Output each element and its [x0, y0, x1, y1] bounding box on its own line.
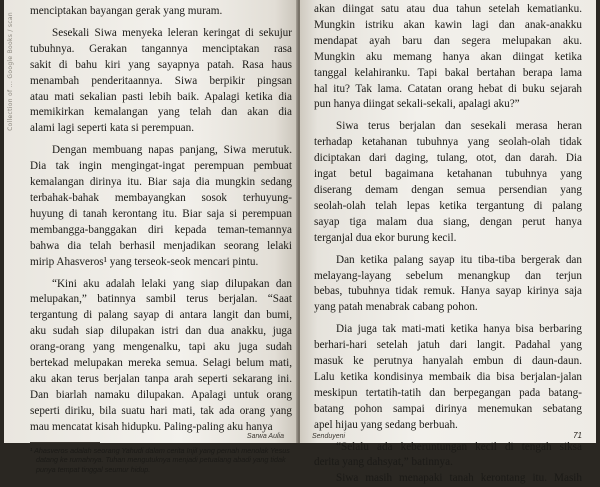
text-line: diciptakan dari daging, tulang, otot, dan darah. Dia — [314, 152, 582, 165]
text-line: terbahak-bahak membayangkan sosok terhuyung- — [30, 191, 292, 204]
text-line: pun hanya diingat sekali-sekali, apalagi aku?” — [314, 98, 520, 111]
page-footer-author: Sarwa Aulia — [246, 433, 284, 440]
text-line: menciptakan bayangan gerak yang muram. — [30, 5, 223, 17]
text-line: yang patah menabrak cabang pohon. — [314, 301, 478, 314]
text-line: batang pohon sampai dirinya menemukan sebatang — [314, 402, 582, 415]
text-line: Sesekali Siwa menyeka leleran keringat di sekujur — [52, 26, 292, 39]
text-line: atau mati sekalian pasti lebih baik. Apalagi ketika dia — [30, 90, 292, 103]
text-line: diserang demam dengan semua persendian yang — [314, 183, 582, 196]
text-line: apel hijau yang sedang berbuah. — [314, 418, 458, 431]
text-line: tergantung di palang sayap di antara langit dan bumi, — [30, 309, 292, 322]
text-line: hal itu? Tak lama. Catatan orang hebat di buku sejarah — [314, 82, 582, 95]
text-line: mirip Ahasveros¹ yang terseok-seok mencari pintu. — [30, 255, 259, 268]
text-line: aku akan terus berjalan tanpa arah seperti sekarang ini. — [30, 372, 292, 385]
text-line: terhadap ketahanan tubuhnya yang seolah-olah tidak — [314, 136, 582, 149]
text-line: huyung di tanah kerontang itu. Biar saja si perempuan — [30, 207, 292, 220]
text-line: Siwa masih menapaki tanah kerontang itu. Masih — [336, 472, 582, 485]
text-line: bertekad melupakan mereka semua. Selagi belum mati, — [30, 357, 292, 370]
text-line: kemalangan dirinya itu. Biar saja dia mungkin sedang — [30, 176, 292, 189]
text-line: Dia juga tak mati-mati ketika hanya bisa berbaring — [336, 323, 582, 336]
text-line: terganjal dua ekor burung kecil. — [314, 231, 457, 244]
text-line: Lalu ketika kondisinya membaik dia bisa berjalan-jalan — [314, 370, 582, 383]
text-line: orang-orang yang mengenalku, tapi aku juga sudah — [30, 341, 292, 354]
text-line: derita yang dahsyat,” batinnya. — [314, 456, 453, 469]
text-line: alami lagi seperti kata si perempuan. — [30, 122, 195, 135]
text-line: Dengan membuang napas panjang, Siwa merutuk. — [52, 144, 292, 157]
text-line: sayap tiga malam dua siang, dengan perut hanya — [314, 215, 582, 228]
text-line: Mungkin aku memang hanya akan diingat ketika — [314, 50, 582, 63]
text-line: membangga-banggakan diri kepada teman-temannya — [30, 223, 292, 236]
text-line: seperti diriku, bila suatu hari mati, tak ada orang yang — [30, 404, 292, 417]
text-line: tubuhnya. Gerakan tangannya menciptakan rasa — [30, 42, 292, 55]
text-line: “Kini aku adalah lelaki yang siap dilupakan dan — [52, 277, 292, 290]
page-number: 71 — [573, 431, 582, 440]
left-page — [4, 0, 298, 474]
text-line: Dan ketika palang sayap itu tiba-tiba bergerak dan — [336, 253, 582, 266]
footnote-line: punya tempat tinggal seumur hidup. — [36, 464, 151, 474]
footnote-line: datang ke rumahnya. Tuhan mengutuknya menjadi petualang abadi yang tidak — [36, 455, 286, 465]
text-line: meskipun tertatih-tatih dan berpegangan pada batang- — [314, 386, 582, 399]
text-line: seolah-olah telah lepas ketika tergantung di palang — [314, 199, 582, 212]
text-line: melayang-layang sebelum menangkup dan terjun — [314, 269, 582, 282]
text-line: masuk ke perutnya hanyalah embun di daun-daun. — [314, 355, 582, 368]
text-line: bebas, tubuhnya tidak remuk. Hanya sayap kirinya saja — [314, 285, 582, 298]
text-line: Dia tak ingin mengingat-ingat perempuan pembuat — [30, 160, 292, 173]
text-line: aku sudah siap dilupakan istri dan dua anakku, juga — [30, 325, 292, 338]
page-footer-title: Senduyeni — [312, 433, 346, 440]
text-line: “Selalu ada keberuntungan kecil di tengah siksa — [336, 440, 582, 453]
text-line: tanggal kelahiranku. Tapi bakal bertahan berapa lama — [314, 66, 582, 79]
text-line: Dan biarlah namaku dilupakan. Apalagi untuk orang — [30, 388, 292, 401]
right-page — [300, 0, 596, 485]
text-line: melupakan,” batinnya sambil terus berjalan. “Saat — [30, 293, 292, 306]
footnote-divider — [30, 442, 100, 443]
text-line: akan diingat satu atau dua tahun setelah kematianku. — [314, 3, 582, 15]
footnote-line: ¹ Ahasveros adalah seorang Yahudi dalam cerita Injil yang pernah menolak Yesus — [30, 445, 290, 455]
text-line: berhari-hari setelah jatuh dari langit. Padahal yang — [314, 339, 582, 352]
open-book — [4, 0, 596, 485]
text-line: memikirkan kemalangan yang telah dan akan dia — [30, 106, 292, 119]
scan-watermark: Collection of ... Google Books / scan — [7, 12, 14, 131]
text-line: Mungkin istriku akan kawin lagi dan anak-anakku — [314, 18, 582, 31]
text-line: Siwa terus berjalan dan sesekali merasa heran — [336, 120, 582, 133]
text-line: ingat betul bagaimana ketahanan tubuhnya yang — [314, 168, 582, 181]
text-line: mendapat ayah baru dan segera melupakan aku. — [314, 34, 582, 47]
text-line: mau mencatat kisah hidupku. Paling-paling aku hanya — [30, 420, 273, 433]
text-line: menambah penderitaannya. Siwa berpikir pingsan — [30, 74, 292, 87]
text-line: bahwa dia telah berhasil menjadikan seorang lelaki — [30, 239, 292, 252]
text-line: sakit di bahu kiri yang sayapnya patah. Rasa haus — [30, 58, 292, 71]
